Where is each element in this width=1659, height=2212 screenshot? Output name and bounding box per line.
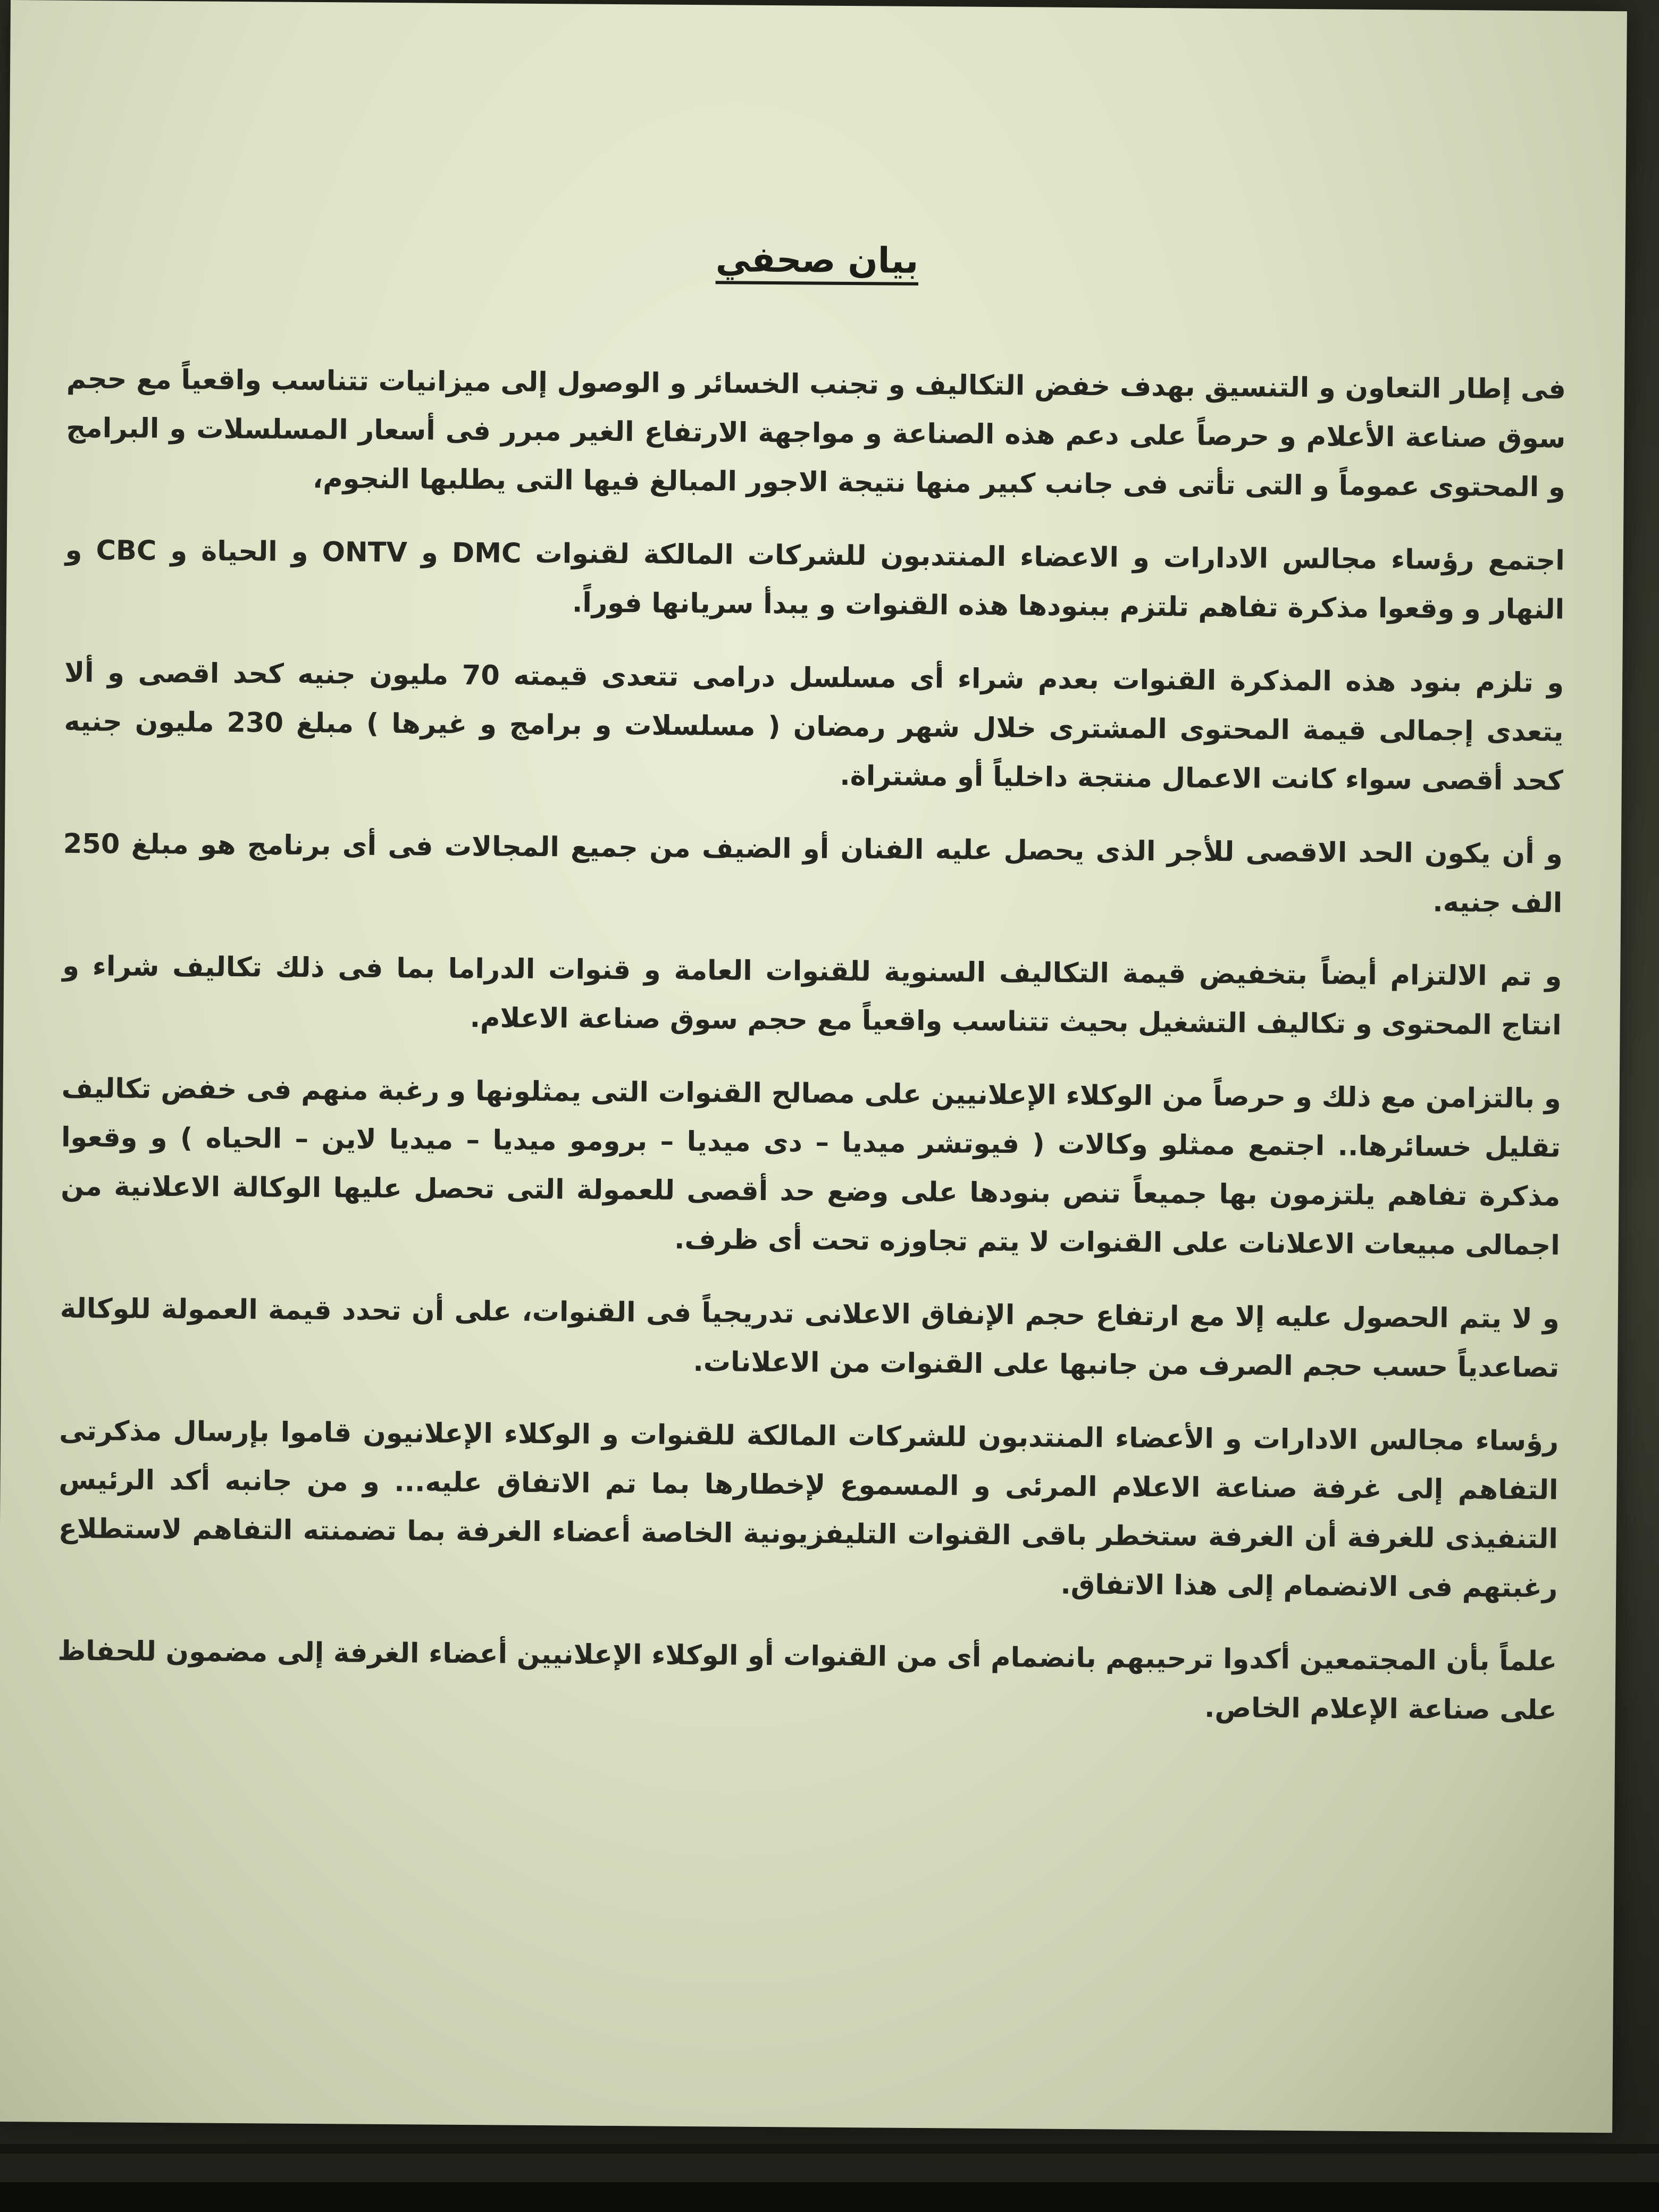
paragraph-9: علماً بأن المجتمعين أكدوا ترحيبهم بانضمام أى من القنوات أو الوكلاء الإعلانيين أعضاء الغرفة إلى مضمون للحفاظ على صناعة الإعلام الخاص. xyxy=(57,1635,1557,1727)
document-body xyxy=(57,355,1566,1736)
paragraph-6: و بالتزامن مع ذلك و حرصاً من الوكلاء الإعلانيين على مصالح القنوات التى يمثلونها و رغبة منهم فى خفض تكاليف تقليل خسائرها.. اجتمع ممثلو وكالات ( فيوتشر ميديا – دى ميديا – برومو ميديا – ميديا لاين – الحياه ) و وقعوا مذكرة تفاهم يلتزمون بها جميعاً تنص بنودها على وضع حد أقصى للعمولة التى تحصل عليها الوكالة الاعلانية من اجمالى مبيعات الاعلانات على القنوات لا يتم تجاوزه تحت أى ظرف. xyxy=(61,1073,1561,1262)
paragraph-2: اجتمع رؤساء مجالس الادارات و الاعضاء المنتدبون للشركات المالكة لقنوات DMC و ONTV و الحياة و CBC و النهار و وقعوا مذكرة تفاهم تلتزم ببنودها هذه القنوات و يبدأ سريانها فوراً. xyxy=(65,534,1565,626)
paragraph-8: رؤساء مجالس الادارات و الأعضاء المنتدبون للشركات المالكة للقنوات و الوكلاء الإعلانيون قاموا بإرسال مذكرتى التفاهم إلى غرفة صناعة الاعلام المرئى و المسموع لإخطارها بما تم الاتفاق عليه... و من جانبه أكد الرئيس التنفيذى للغرفة أن الغرفة ستخطر باقى القنوات التليفزيونية الخاصة أعضاء الغرفة بما تضمنته التفاهم لاستطلاع رغبتهم فى الانضمام إلى هذا الاتفاق. xyxy=(58,1415,1559,1604)
paragraph-5: و تم الالتزام أيضاً بتخفيض قيمة التكاليف السنوية للقنوات العامة و قنوات الدراما بما فى ذلك تكاليف شراء و انتاج المحتوى و تكاليف التشغيل بحيث تتناسب واقعياً مع حجم سوق صناعة الاعلام. xyxy=(62,950,1562,1042)
paragraph-1: فى إطار التعاون و التنسيق بهدف خفض التكاليف و تجنب الخسائر و الوصول إلى ميزانيات تتناسب واقعياً مع حجم سوق صناعة الأعلام و حرصاً على دعم هذه الصناعة و مواجهة الارتفاع الغير مبرر فى أسعار المسلسلات و البرامج و المحتوى عموماً و التى تأتى فى جانب كبير منها نتيجة الاجور المبالغ فيها التى يطلبها النجوم، xyxy=(66,363,1566,504)
paragraph-4: و أن يكون الحد الاقصى للأجر الذى يحصل عليه الفنان أو الضيف من جميع المجالات فى أى برنامج هو مبلغ 250 الف جنيه. xyxy=(63,828,1563,919)
bottom-edge-line xyxy=(0,2144,1659,2154)
document-title: بيان صحفي xyxy=(715,239,919,281)
paragraph-7: و لا يتم الحصول عليه إلا مع ارتفاع حجم الإنفاق الاعلانى تدريجياً فى القنوات، على أن تحدد قيمة العمولة للوكالة تصاعدياً حسب حجم الصرف من جانبها على القنوات من الاعلانات. xyxy=(60,1293,1560,1384)
paragraph-3: و تلزم بنود هذه المذكرة القنوات بعدم شراء أى مسلسل درامى تتعدى قيمته 70 مليون جنيه كحد اقصى و ألا يتعدى إجمالى قيمة المحتوى المشترى خلال شهر رمضان ( مسلسلات و برامج و غيرها ) مبلغ 230 مليون جنيه كحد أقصى سواء كانت الاعمال منتجة داخلياً أو مشتراة. xyxy=(64,657,1564,797)
bottom-edge-bar xyxy=(0,2182,1659,2212)
